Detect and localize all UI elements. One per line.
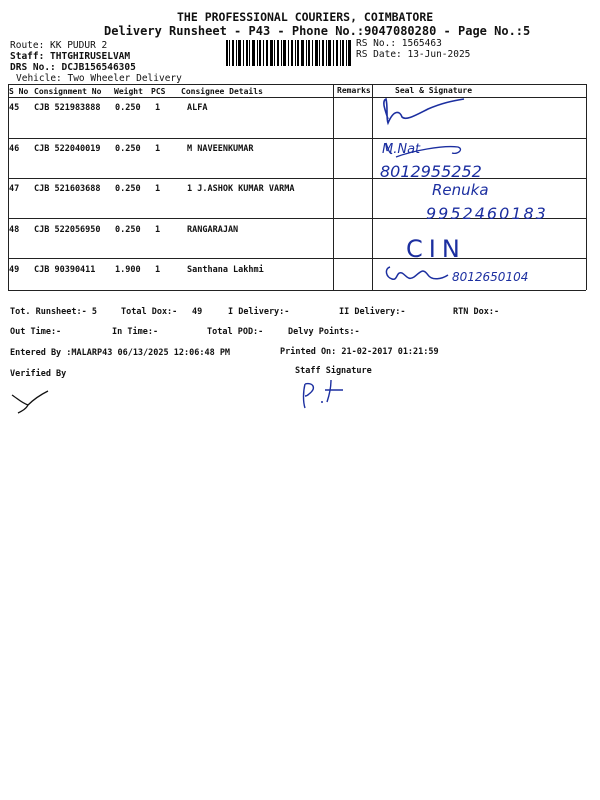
cell-consignment: CJB 521983888	[34, 103, 101, 113]
total-dox-label: Total Dox:-	[121, 307, 178, 317]
cell-sno: 46	[9, 144, 20, 154]
staff-signature	[297, 376, 357, 411]
runsheet-subtitle: Delivery Runsheet - P43 - Phone No.:9047080280 - Page No.:5	[104, 24, 531, 38]
total-dox-value: 49	[192, 307, 203, 317]
cell-pcs: 1	[155, 184, 161, 194]
vehicle-label: Vehicle: Two Wheeler Delivery	[16, 73, 182, 84]
verified-by-signature	[10, 385, 60, 415]
rs-date: RS Date: 13-Jun-2025	[356, 49, 471, 60]
drs-number: DRS No.: DCJB156546305	[10, 62, 136, 73]
rtn-dox: RTN Dox:-	[453, 307, 500, 317]
delvy-points: Delvy Points:-	[288, 327, 360, 337]
handwritten-mark: CIN	[406, 235, 466, 263]
col-header-sno: S No	[9, 87, 29, 96]
tot-runsheet: Tot. Runsheet:- 5	[10, 307, 97, 317]
col-header-seal-signature: Seal & Signature	[395, 86, 473, 95]
cell-pcs: 1	[155, 225, 161, 235]
cell-weight: 0.250	[115, 103, 141, 113]
cell-consignee: ALFA	[187, 103, 208, 113]
handwritten-phone: 9952460183	[426, 204, 548, 223]
cell-sno: 45	[9, 103, 20, 113]
signature-scribble	[384, 99, 464, 123]
staff-label: Staff: THTGHIRUSELVAM	[10, 51, 131, 62]
table-right-border	[586, 84, 587, 290]
barcode-graphic	[226, 40, 351, 66]
table-bottom-border	[8, 290, 586, 291]
i-delivery: I Delivery:-	[228, 307, 290, 317]
handwritten-signatures	[372, 97, 586, 290]
handwritten-phone: 8012650104	[452, 270, 529, 284]
total-pod: Total POD:-	[207, 327, 264, 337]
cell-consignment: CJB 521603688	[34, 184, 101, 194]
cell-weight: 0.250	[115, 225, 141, 235]
cell-weight: 1.900	[115, 265, 141, 275]
document-title: THE PROFESSIONAL COURIERS, COIMBATORE	[177, 10, 434, 24]
col-header-weight: Weight	[114, 87, 143, 96]
staff-signature-label: Staff Signature	[295, 366, 372, 376]
handwritten-name: M.Nat	[382, 142, 421, 157]
rs-number: RS No.: 1565463	[356, 38, 442, 49]
col-header-consignee: Consignee Details	[181, 87, 263, 96]
route-label: Route: KK PUDUR 2	[10, 40, 108, 51]
remarks-column-border	[333, 84, 334, 290]
cell-pcs: 1	[155, 144, 161, 154]
barcode-image	[226, 40, 351, 66]
ii-delivery: II Delivery:-	[339, 307, 406, 317]
cell-pcs: 1	[155, 103, 161, 113]
cell-consignee: RANGARAJAN	[187, 225, 239, 235]
cell-sno: 48	[9, 225, 20, 235]
printed-on: Printed On: 21-02-2017 01:21:59	[280, 347, 439, 357]
handwritten-phone: 8012955252	[380, 162, 482, 181]
signature-stroke	[12, 391, 48, 413]
cell-consignee: M NAVEENKUMAR	[187, 144, 254, 154]
signature-scribble	[386, 267, 448, 279]
verified-by: Verified By	[10, 369, 67, 379]
in-time: In Time:-	[112, 327, 159, 337]
signature-stroke	[304, 384, 314, 408]
cell-sno: 49	[9, 265, 20, 275]
col-header-pcs: PCS	[151, 87, 166, 96]
handwritten-name: Renuka	[432, 181, 489, 199]
cell-weight: 0.250	[115, 144, 141, 154]
out-time: Out Time:-	[10, 327, 62, 337]
table-top-border	[8, 84, 586, 85]
cell-consignee: 1 J.ASHOK KUMAR VARMA	[187, 184, 295, 194]
cell-consignment: CJB 90390411	[34, 265, 96, 275]
entered-by: Entered By :MALARP43 06/13/2025 12:06:48 PM	[10, 348, 231, 358]
cell-consignment: CJB 522040019	[34, 144, 101, 154]
col-header-consignment: Consignment No	[34, 87, 102, 96]
cell-weight: 0.250	[115, 184, 141, 194]
col-header-remarks: Remarks	[337, 86, 371, 95]
cell-sno: 47	[9, 184, 20, 194]
cell-consignee: Santhana Lakhmi	[187, 265, 264, 275]
signature-stroke	[321, 380, 343, 402]
cell-consignment: CJB 522056950	[34, 225, 101, 235]
cell-pcs: 1	[155, 265, 161, 275]
